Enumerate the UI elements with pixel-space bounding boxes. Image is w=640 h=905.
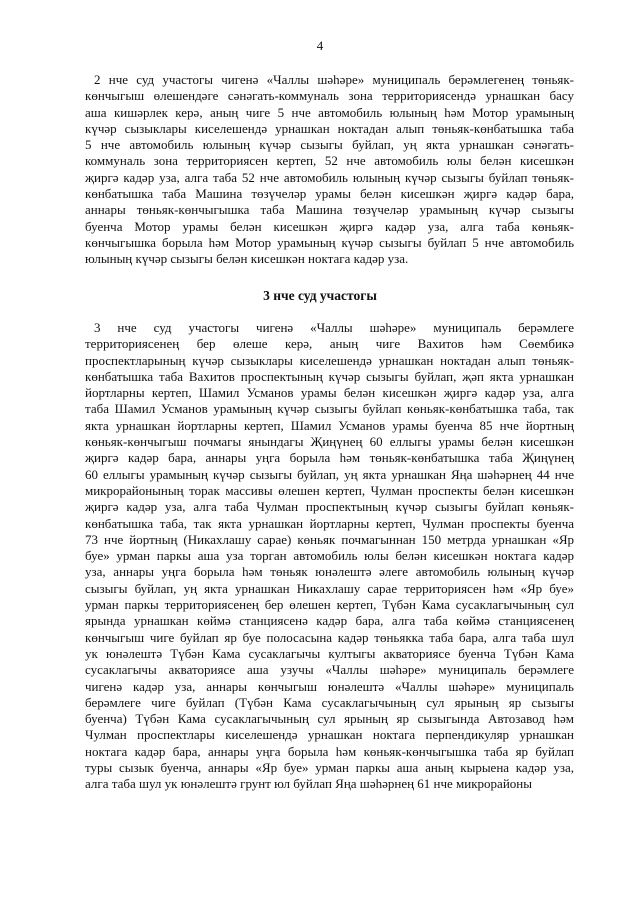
text-line: буенча Мотор урамы белән кисешкән җиргә кадәр уза, алга таба көньяк- [85, 218, 574, 234]
text-line: ярында урнашкан көймә станциясенә кадәр бара, алга таба көймә станциясенең [85, 613, 574, 629]
text-line: сусаклагычы акваториясе аша узучы «Чаллы шәһәре» муниципаль берәмлеге [85, 662, 574, 678]
text-line: көнбатышка таба Машина төзүчеләр урамы белән кисешкән җиргә кадәр бара, [85, 186, 574, 202]
text-line: берәмлеге чиге буйлап (Түбән Кама сусаклагычының сул ярының яр сызыгы [85, 694, 574, 710]
text-line: Чулман проспектлары киселешендә урнашкан ноктага перпендикуляр урнашкан [85, 727, 574, 743]
text-line: буе» урман паркы аша уза торган автомобиль юлы белән кисешкән ноктага кадәр [85, 548, 574, 564]
text-line: туры сызык буенча, аннары «Яр буе» урман паркы аша аның кырыена кадәр уза, [85, 760, 574, 776]
text-line: аннары төньяк-көнчыгышка таба Машина төзүчеләр урамының күчәр сызыгы [85, 202, 574, 218]
text-line: таба Шамил Усманов урамының күчәр сызыгы буйлап көньяк-көнбатышка таба, так [85, 401, 574, 417]
text-line: көнчыгыш өлешендәге сәнәгать-коммуналь зона территориясендә урнашкан басу [85, 88, 574, 104]
text-line: аша кишәрлек керә, аның чиге 5 нче автомобиль юлының һәм Мотор урамының [85, 104, 574, 120]
text-line: 3 нче суд участогы чигенә «Чаллы шәһәре» муниципаль берәмлеге [94, 320, 574, 335]
text-line: җиргә кадәр бара, аннары уңга борыла һәм төньяк-көнбатышка таба Җиңүнең [85, 450, 574, 466]
text-line: көнчыгыш чиге буйлап яр буе полосасына кадәр төньякка таба бара, алга таба шул [85, 629, 574, 645]
text-line: микрорайонының торак массивы өлешен кертеп, Чулман проспекты белән кисешкән [85, 482, 574, 498]
text-line: 2 нче суд участогы чигенә «Чаллы шәһәре» муниципаль берәмлегенең төньяк- [94, 72, 574, 87]
text-line: чигенә кадәр уза, аннары көнчыгыш юнәлештә «Чаллы шәһәре» муниципаль [85, 678, 574, 694]
text-line: проспектларының күчәр сызыклары киселешендә урнашкан ноктадан алып төньяк- [85, 352, 574, 368]
text-line: җиргә кадәр уза, алга таба Чулман проспектының күчәр сызыгы буйлап көньяк- [85, 499, 574, 515]
text-line: җиргә кадәр уза, алга таба 52 нче автомобиль юлының күчәр сызыгы буйлап төньяк- [85, 169, 574, 185]
text-line: ук юнәлештә Түбән Кама сусаклагычы култыгы акваториясе буенча Түбән Кама [85, 645, 574, 661]
text-line: урман паркы территориясенең бер өлешен кертеп, Түбән Кама сусаклагычының сул [85, 597, 574, 613]
page-number: 4 [316, 38, 324, 53]
text-line: якта урнашкан йортларны кертеп, Шамил Усманов урамы буенча 85 нче йортның [85, 417, 574, 433]
text-line: көнбатышка таба Вахитов проспектының күчәр сызыгы буйлап, җәп якта урнашкан [85, 368, 574, 384]
text-line: көнчыгышка борыла һәм Мотор урамының күчәр сызыгы буйлап 5 нче автомобиль [85, 234, 574, 250]
text-line: 73 нче йортның (Никахлашу сарае) көньяк почмагыннан 150 метрда урнашкан «Яр [85, 531, 574, 547]
text-line: ноктага кадәр бара, аннары уңга борыла һәм көньяк-көнчыгышка таба яр буйлап [85, 743, 574, 759]
text-line: көнбатышка таба, так якта урнашкан йортларны кертеп, Чулман проспекты буенча [85, 515, 574, 531]
text-line: йортларны кертеп, Шамил Усманов урамы белән кисешкән җиргә кадәр уза, алга [85, 385, 574, 401]
text-line: коммуналь зона территориясен кертеп, 52 нче автомобиль юлы белән кисешкән [85, 153, 574, 169]
text-line: территориясенең бер өлеше керә, аның чиге Вахитов һәм Сөембикә [85, 336, 574, 352]
text-line: 60 еллыгы урамының күчәр сызыгы буйлап, уң якта урнашкан Яңа шәһәрнең 44 нче [85, 466, 574, 482]
text-line: алга таба шул ук юнәлештә грунт юл буйлап Яңа шәһәрнең 61 нче микрорайоны [85, 776, 532, 792]
text-line: юлының күчәр сызыгы белән кисешкән ноктага кадәр уза. [85, 251, 409, 267]
text-line: буенча) Түбән Кама сусаклагычының сул ярының яр сызыгында Автозавод һәм [85, 711, 574, 727]
text-line: 5 нче автомобиль юлының күчәр сызыгы буйлап, уң якта урнашкан сәнәгать- [85, 137, 574, 153]
paragraph-court-district-2 [85, 72, 574, 268]
text-line: көньяк-көнчыгыш почмагы янындагы Җиңүнең 60 еллыгы урамы белән кисешкән [85, 434, 574, 450]
paragraph-court-district-3 [85, 320, 574, 793]
section-heading: 3 нче суд участогы [263, 288, 377, 303]
text-line: уза, аннары уңга борыла һәм төньяк юнәлештә әлеге автомобиль юлының күчәр [85, 564, 574, 580]
text-line: сызыгы буйлап, уң якта урнашкан Никахлашу сарае территориясен һәм «Яр буе» [85, 580, 574, 596]
text-line: күчәр сызыклары киселешендә урнашкан ноктадан алып төньяк-көнбатышка таба [85, 120, 574, 136]
